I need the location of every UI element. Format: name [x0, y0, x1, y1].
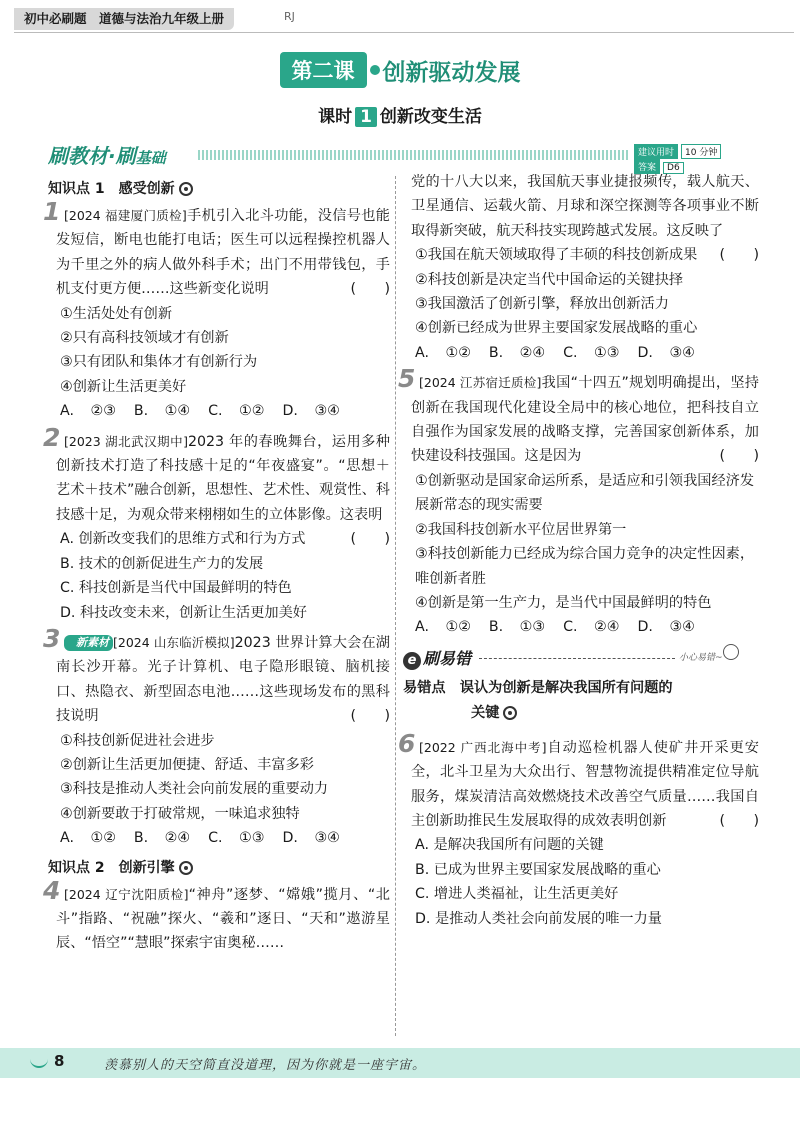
question-text: 2023 年的春晚舞台，运用多种创新技术打造了科技感十足的“年夜盛宴”。“思想＋艺术＋技术”融合创新，思想性、艺术性、观赏性、科技感十足，为观众带来栩栩如生的立体影像。这表明	[56, 433, 390, 523]
lesson-dot	[370, 65, 380, 75]
question-text: 我国“十四五”规划明确提出，坚持创新在我国现代化建设全局中的核心地位，把科技自立自强作为国家发展的战略支撑，完善国家创新体系，加快建设科技强国。这是因为	[411, 375, 759, 465]
time-value: 10 分钟	[681, 144, 721, 159]
option: D. 是推动人类社会向前发展的唯一力量	[415, 910, 662, 927]
question-source: [2024 福建厦门质检]	[64, 208, 187, 223]
answer-blank: ( )	[350, 531, 390, 548]
knowledge-point-1	[48, 176, 390, 202]
choice-b: B. ②④	[488, 344, 546, 361]
question-stem	[48, 631, 390, 729]
band-dots	[198, 150, 628, 160]
error-point-label-2	[403, 700, 759, 726]
question-number: 5	[398, 364, 416, 394]
question-text: 党的十八大以来，我国航天事业捷报频传，载人航天、卫星通信、运载火箭、月球和深空探测等各项事业不断取得新突破，航天科技实现跨越式发展。这反映了	[411, 174, 759, 239]
option: ②我国科技创新水平位居世界第一	[415, 521, 627, 538]
header-rule	[14, 32, 794, 33]
section-title-sub: 基础	[135, 149, 166, 167]
error-point-key: 关键	[471, 704, 500, 721]
option: A. 是解决我国所有问题的关键	[415, 837, 604, 854]
section-title-main: 刷教材·刷	[48, 144, 136, 168]
question-source: [2024 江苏宿迁质检]	[419, 375, 542, 391]
choice-a: A. ①②	[60, 830, 116, 847]
option: ①创新驱动是国家命运所系，是适应和引领我国经济发展新常态的现实需要	[415, 472, 755, 514]
page-header	[14, 8, 794, 40]
choice-b: B. ②④	[133, 830, 191, 847]
option: ④创新让生活更美好	[60, 378, 187, 395]
lesson-title	[0, 52, 800, 92]
choice-d: D. ③④	[282, 830, 340, 847]
question-number: 3	[43, 623, 61, 653]
answer-page: D6	[663, 162, 684, 174]
option: C. 科技创新是当代中国最鲜明的特色	[60, 580, 292, 597]
choice-b: B. ①④	[133, 403, 191, 420]
dashed-arrow	[479, 658, 675, 659]
leaf-icon	[30, 1056, 48, 1068]
question-stem	[403, 736, 759, 834]
option: ②创新让生活更加便捷、舒适、丰富多彩	[60, 756, 314, 773]
option: ④创新已经成为世界主要国家发展战略的重心	[415, 320, 698, 337]
error-note: 小心易错~	[679, 652, 723, 663]
time-label: 建议用时	[634, 144, 678, 159]
question-stem	[48, 204, 390, 302]
kp1-label: 知识点 1 感受创新	[48, 181, 175, 197]
choice-c: C. ②④	[563, 619, 620, 636]
right-column	[398, 174, 759, 931]
answer-blank: ( )	[350, 281, 390, 298]
option: ②只有高科技领域才有创新	[60, 330, 229, 347]
choice-a: A. ①②	[415, 619, 471, 636]
question-text: 自动巡检机器人使矿井开采更安全，北斗卫星为大众出行、智慧物流提供精准定位导航服务，煤炭清洁高效燃烧技术改善空气质量……我国自主创新助推民生发展取得的成效表明创新	[411, 739, 759, 829]
left-column	[43, 176, 390, 956]
question-source: [2024 辽宁沈阳质检]	[64, 886, 189, 902]
question-number: 1	[43, 197, 61, 226]
error-section-title	[403, 649, 471, 668]
page-footer	[0, 1048, 800, 1078]
target-icon	[179, 182, 193, 196]
choices	[48, 826, 390, 850]
error-point	[403, 676, 759, 726]
target-icon	[503, 706, 517, 720]
question-1	[43, 197, 390, 424]
choice-b: B. ①③	[488, 619, 546, 636]
choice-d: D. ③④	[282, 403, 340, 420]
question-number: 4	[43, 875, 61, 905]
error-section-header	[403, 646, 759, 676]
question-source: [2022 广西北海中考]	[419, 739, 547, 755]
footer-quote: 羡慕别人的天空简直没道理，因为你就是一座宇宙。	[104, 1058, 427, 1073]
question-number: 6	[398, 728, 416, 758]
choice-d: D. ③④	[637, 619, 695, 636]
column-divider	[395, 176, 396, 1036]
choice-a: A. ②③	[60, 403, 116, 420]
option: ②科技创新是决定当代中国命运的关键抉择	[415, 271, 684, 288]
option: ①科技创新促进社会进步	[60, 732, 215, 749]
choice-a: A. ①②	[415, 344, 471, 361]
question-2	[43, 422, 390, 625]
answer-blank: ( )	[719, 812, 759, 829]
option: ④创新要敢于打破常规，一味追求独特	[60, 805, 300, 822]
choice-c: C. ①③	[563, 344, 620, 361]
edition-label: RJ	[284, 10, 295, 23]
question-source: [2023 湖北武汉期中]	[64, 433, 188, 449]
choice-c: C. ①②	[208, 403, 265, 420]
knowledge-point-2	[48, 855, 390, 881]
choices	[403, 615, 759, 639]
answer-blank: ( )	[719, 448, 759, 465]
choice-d: D. ③④	[637, 344, 695, 361]
question-source: [2024 山东临沂模拟]	[113, 634, 235, 650]
lesson-number: 第二课	[280, 52, 367, 88]
question-3	[43, 623, 390, 851]
question-number: 2	[43, 422, 61, 452]
question-text: 2023 世界计算大会在湖南长沙开幕。光子计算机、电子隐形眼镜、脑机接口、热隐衣、新型固态电池……这些现场发布的黑科技说明	[56, 634, 390, 725]
option: ③我国激活了创新引擎，释放出创新活力	[415, 296, 669, 313]
period-prefix: 课时	[318, 107, 353, 127]
option: ③科技创新能力已经成为综合国力竞争的决定性因素，唯创新者胜	[415, 546, 755, 587]
e-icon: e	[403, 652, 421, 670]
error-point-label: 易错点 误认为创新是解决我国所有问题的	[403, 679, 673, 696]
sun-icon	[723, 644, 739, 660]
answer-label: 答案	[634, 159, 660, 174]
section-title	[48, 140, 166, 169]
section-band	[48, 140, 748, 173]
lesson-name: 创新驱动发展	[382, 59, 521, 86]
option: ③只有团队和集体才有创新行为	[60, 354, 258, 371]
period-number: 1	[355, 107, 377, 127]
option: ④创新是第一生产力，是当代中国最鲜明的特色	[415, 594, 712, 611]
option: D. 科技改变未来，创新让生活更加美好	[60, 604, 307, 621]
question-4	[43, 875, 390, 956]
answer-blank: ( )	[719, 247, 759, 264]
period-name: 创新改变生活	[379, 107, 482, 127]
option: ①我国在航天领域取得了丰硕的科技创新成果	[415, 247, 698, 264]
option: ①生活处处有创新	[60, 305, 173, 322]
error-title-text: 刷易错	[423, 648, 472, 668]
option: B. 已成为世界主要国家发展战略的重心	[415, 861, 661, 878]
choices	[403, 341, 759, 365]
question-text: “神舟”逐梦、“嫦娥”揽月、“北斗”指路、“祝融”探火、“羲和”逐日、“天和”遨游星辰、“悟空”“慧眼”探索宇宙奥秘……	[56, 886, 390, 952]
question-5	[398, 364, 759, 639]
option: B. 技术的创新促进生产力的发展	[60, 555, 264, 572]
new-material-badge: 新素材	[64, 635, 113, 651]
option: A. 创新改变我们的思维方式和行为方式	[60, 531, 306, 548]
option: ③科技是推动人类社会向前发展的重要动力	[60, 781, 329, 798]
book-title: 初中必刷题 道德与法治九年级上册	[14, 8, 234, 30]
question-4-continued	[403, 170, 759, 365]
option: C. 增进人类福祉，让生活更美好	[415, 886, 619, 903]
target-icon	[179, 861, 193, 875]
kp2-label: 知识点 2 创新引擎	[48, 859, 175, 876]
question-text: 手机引入北斗功能，没信号也能发短信，断电也能打电话；医生可以远程操控机器人为千里之外的病人做外科手术；出门不用带钱包，手机支付更方便……这些新变化说明	[56, 208, 390, 298]
question-stem	[48, 883, 390, 956]
period-title	[0, 102, 800, 127]
choices	[48, 399, 390, 423]
question-stem	[403, 371, 759, 469]
answer-blank: ( )	[350, 708, 390, 725]
choice-c: C. ①③	[208, 830, 265, 847]
page-number: 8	[54, 1052, 65, 1070]
question-6	[398, 728, 759, 931]
